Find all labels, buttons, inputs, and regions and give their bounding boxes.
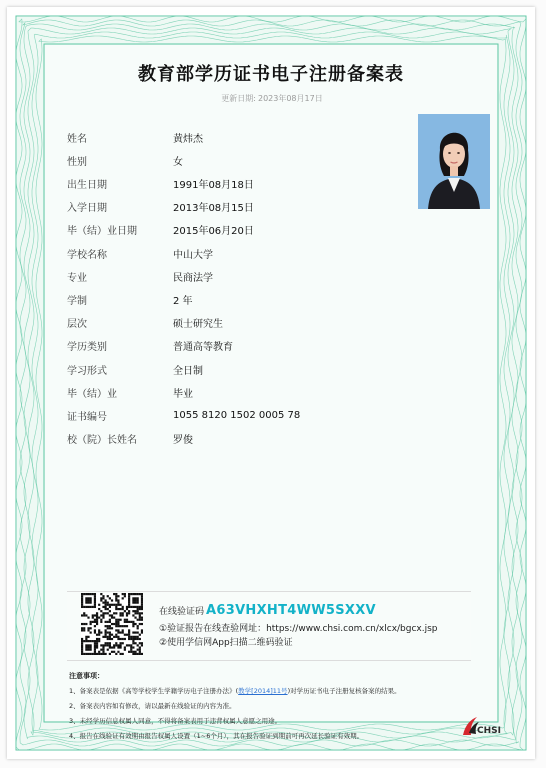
note-1-text-post: )对学历证书电子注册复核备案的结果。	[287, 687, 401, 695]
field-row	[67, 432, 193, 446]
field-row	[67, 385, 193, 399]
field-label: 出生日期	[67, 179, 107, 191]
field-value: 2 年	[173, 295, 193, 307]
note-item-2: 2、备案表内容如有修改，请以最新在线验证的内容为准。	[69, 702, 236, 710]
field-value: 中山大学	[173, 249, 213, 261]
field-label: 学历类别	[67, 342, 107, 354]
portrait-photo	[418, 114, 490, 209]
document-title: 教育部学历证书电子注册备案表	[138, 64, 404, 85]
field-row	[67, 223, 254, 237]
field-value: 民商法学	[173, 272, 213, 284]
verification-code: A63VHXHT4WW5SXXV	[206, 603, 376, 618]
field-value: 黄炜杰	[173, 133, 203, 145]
field-value: 1991年08月18日	[173, 179, 254, 191]
field-row	[67, 130, 203, 144]
field-label: 学习形式	[67, 365, 107, 377]
verification-code-line	[159, 603, 376, 618]
note-item-3: 3、未经学历信息权属人同意，不得将备案表用于违背权属人意愿之用途。	[69, 717, 282, 725]
field-label: 入学日期	[67, 203, 107, 215]
field-value: 罗俊	[173, 435, 193, 447]
field-label: 专业	[67, 272, 87, 284]
field-label: 毕（结）业	[67, 388, 117, 400]
field-label: 学制	[67, 295, 87, 307]
field-row	[67, 200, 254, 214]
field-label: 学校名称	[67, 249, 107, 261]
note-item-4: 4、报告在线验证有效期由报告权属人设置（1~6个月），其在报告验证到期前可再次延长验证有效期。	[69, 732, 364, 740]
chsi-logo-text: CHSI	[477, 726, 501, 736]
field-row	[67, 246, 213, 260]
field-value: 1055 8120 1502 0005 78	[173, 409, 301, 421]
field-value: 普通高等教育	[173, 342, 233, 354]
field-row	[67, 362, 203, 376]
field-row	[67, 316, 223, 330]
field-value: 2015年06月20日	[173, 226, 254, 238]
notes-title: 注意事项：	[69, 672, 104, 680]
field-row	[67, 408, 300, 422]
field-row	[67, 176, 254, 190]
field-row	[67, 153, 183, 167]
verification-url-line: ①验证报告在线查验网址：https://www.chsi.com.cn/xlcx/bgcx.jsp	[159, 624, 438, 634]
update-date-value: 2023年08月17日	[257, 94, 323, 103]
field-value: 女	[173, 156, 183, 168]
update-date-label: 更新日期:	[221, 94, 256, 103]
verification-code-label: 在线验证码	[159, 607, 205, 617]
update-date-line	[7, 93, 535, 104]
verification-app-line: ②使用学信网App扫描二维码验证	[159, 638, 293, 648]
field-label: 校（院）长姓名	[67, 435, 137, 447]
field-label: 证书编号	[67, 411, 107, 423]
field-label: 姓名	[67, 133, 87, 145]
note-1-regulation-link[interactable]: 教学[2014]11号	[238, 687, 288, 695]
field-label: 毕（结）业日期	[67, 226, 137, 238]
qr-code[interactable]	[81, 593, 143, 655]
note-item-1	[69, 686, 401, 695]
field-value: 全日制	[173, 365, 203, 377]
note-1-text-pre: 1、备案表是依据《高等学校学生学籍学历电子注册办法》(	[69, 687, 239, 695]
field-value: 2013年08月15日	[173, 203, 254, 215]
field-label: 层次	[67, 319, 87, 331]
field-row	[67, 269, 213, 283]
field-row	[67, 292, 193, 306]
field-value: 毕业	[173, 388, 193, 400]
certificate-paper	[7, 7, 535, 759]
field-label: 性别	[67, 156, 87, 168]
field-value: 硕士研究生	[173, 319, 223, 331]
field-row	[67, 339, 233, 353]
